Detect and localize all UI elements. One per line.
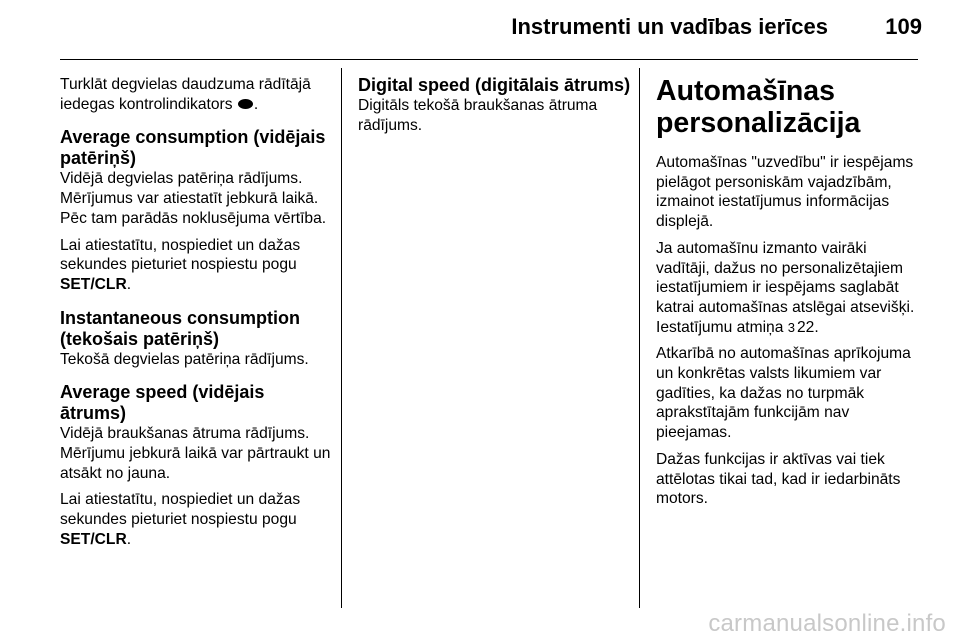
paragraph-digital-speed: Digitāls tekošā braukšanas ātruma rādījums. [358,97,598,134]
page-number: 109 [885,14,922,39]
reset-text-2: Lai atiestatītu, nospiediet un dažas sekundes pieturiet nospiestu pogu [60,491,301,529]
paragraph-personalization-1: Automašīnas "uzvedību" ir iespējams pielāgot personiskām vajadzībām, izmainot iestatījumus informācijas displejā. [656,154,914,231]
column-1 [60,75,335,557]
fuel-indicator-icon [238,99,253,109]
paragraph-average-consumption: Vidējā degvielas patēriņa rādījums. Mērījumus var atiestatīt jebkurā laikā. Pēc tam parādās noklusējuma vērtība. [60,170,327,227]
heading-average-speed: Average speed (vidējais ātrums) [60,382,265,424]
paragraph-personalization-3: Atkarībā no automašīnas aprīkojuma un konkrētas valsts likumiem var gadīties, ka dažas no turpmāk aprakstītajām funkcijām nav pieejamas. [656,345,911,442]
column-divider-1 [341,68,342,608]
watermark: carmanualsonline.info [708,610,946,637]
page-reference-icon: 3 [787,319,795,335]
page-reference-link[interactable]: 22. [797,318,819,336]
heading-vehicle-personalization: Automašīnas personalizācija [656,75,861,139]
page-header-title: Instrumenti un vadības ierīces [511,14,828,39]
intro-text-end: . [253,95,259,113]
paragraph-average-speed: Vidējā braukšanas ātruma rādījums. Mērījumu jebkurā laikā var pārtraukt un atsākt no jauna. [60,425,331,482]
intro-paragraph [60,75,335,114]
heading-average-consumption: Average consumption (vidējais patēriņš) [60,127,326,169]
reset-text-1: Lai atiestatītu, nospiediet un dažas sekundes pieturiet nospiestu pogu [60,236,301,274]
paragraph-reset-2 [60,490,335,549]
reset-end-1: . [126,275,132,293]
column-3 [656,75,924,516]
column-2 [358,75,633,142]
heading-digital-speed: Digital speed (digitālais ātrums) [358,75,631,95]
set-clr-label-2: SET/CLR [60,530,127,548]
column-divider-2 [639,68,640,608]
set-clr-label-1: SET/CLR [60,275,127,293]
personalization-2-text: Ja automašīnu izmanto vairāki vadītāji, dažus no personalizētajiem iestatījumiem ir iespējams saglabāt katrai automašīnas atslēgai atsevišķi. Iestatījumu atmiņa [656,239,915,336]
paragraph-personalization-2 [656,239,924,338]
paragraph-reset-1 [60,236,335,295]
intro-text: Turklāt degvielas daudzuma rādītājā iedegas kontrolindikators [60,76,311,113]
heading-instantaneous-consumption: Instantaneous consumption (tekošais patēriņš) [60,307,301,349]
paragraph-personalization-4: Dažas funkcijas ir aktīvas vai tiek attēlotas tikai tad, kad ir iedarbināts motors. [656,450,901,508]
header-divider [60,59,918,60]
paragraph-instantaneous-consumption: Tekošā degvielas patēriņa rādījums. [60,350,309,368]
reset-end-2: . [126,530,132,548]
